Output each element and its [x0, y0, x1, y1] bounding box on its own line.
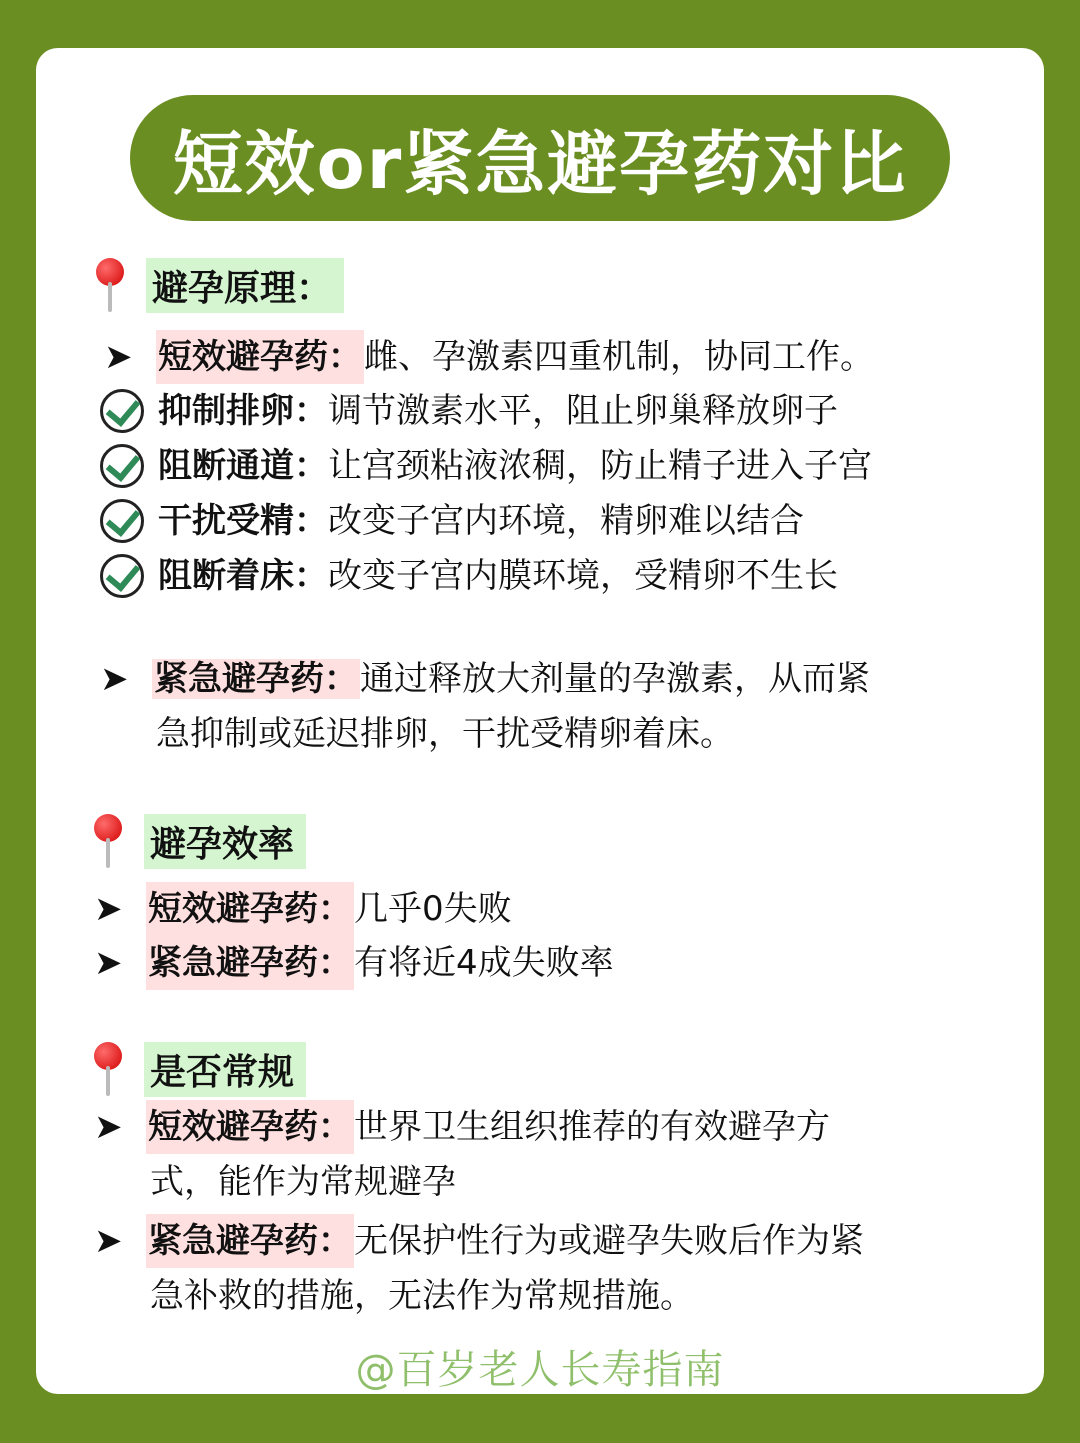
- arrow-right-icon: ➤: [104, 337, 133, 377]
- description-line-1: 世界卫生组织推荐的有效避孕方: [354, 1107, 830, 1147]
- mechanism-item: [100, 384, 838, 438]
- description: 几乎0失败: [354, 889, 512, 929]
- pushpin-icon: [90, 1042, 128, 1096]
- mechanism-item: [100, 439, 872, 493]
- term-label: 阻断通道：: [158, 446, 328, 486]
- description-line-2: 式，能作为常规避孕: [150, 1162, 456, 1202]
- check-mark-icon: [100, 444, 144, 488]
- efficiency-short-row: [94, 882, 512, 936]
- term-label: 短效避孕药：: [156, 330, 364, 384]
- check-mark-icon: [100, 554, 144, 598]
- section-routine-header: [90, 1042, 306, 1096]
- term-label: 紧急避孕药：: [154, 659, 358, 699]
- page-title: 短效or紧急避孕药对比: [130, 95, 950, 221]
- routine-short-row: [94, 1100, 830, 1154]
- section-principle-title: 避孕原理：: [146, 258, 344, 313]
- arrow-right-icon: ➤: [100, 659, 129, 699]
- description: 改变子宫内环境，精卵难以结合: [328, 501, 804, 541]
- footer-watermark: @百岁老人长寿指南: [355, 1347, 725, 1393]
- check-mark-icon: [100, 499, 144, 543]
- principle-emergency-cont: [156, 707, 734, 761]
- routine-short-cont: [150, 1155, 456, 1209]
- term-label: 短效避孕药：: [146, 1100, 354, 1154]
- efficiency-emergency-row: [94, 936, 614, 990]
- term-label: 紧急避孕药：: [146, 936, 354, 990]
- term-label: 抑制排卵：: [158, 391, 328, 431]
- mechanism-item: [100, 494, 804, 548]
- pushpin-icon: [90, 814, 128, 868]
- section-efficiency-header: [90, 814, 306, 868]
- principle-emergency-text: [152, 652, 870, 706]
- description: 让宫颈粘液浓稠，防止精子进入子宫: [328, 446, 872, 486]
- term-label: 短效避孕药：: [146, 882, 354, 936]
- arrow-right-icon: ➤: [94, 1221, 123, 1261]
- principle-emergency-row: [100, 652, 980, 706]
- description-line-2: 急抑制或延迟排卵，干扰受精卵着床。: [156, 714, 734, 754]
- description-line-2: 急补救的措施，无法作为常规措施。: [150, 1276, 694, 1316]
- principle-short-row: [104, 330, 874, 384]
- section-routine-title: 是否常规: [144, 1042, 306, 1097]
- routine-emergency-cont: [150, 1269, 694, 1323]
- mechanism-item: [100, 549, 838, 603]
- description: 雌、孕激素四重机制，协同工作。: [364, 337, 874, 377]
- section-principle-header: [92, 258, 344, 312]
- check-mark-icon: [100, 389, 144, 433]
- routine-emergency-row: [94, 1214, 864, 1268]
- term-label: 阻断着床：: [158, 556, 328, 596]
- pushpin-icon: [92, 258, 130, 312]
- arrow-right-icon: ➤: [94, 1107, 123, 1147]
- section-efficiency-title: 避孕效率: [144, 814, 306, 869]
- description: 有将近4成失败率: [354, 943, 614, 983]
- description: 改变子宫内膜环境，受精卵不生长: [328, 556, 838, 596]
- term-label: 紧急避孕药：: [146, 1214, 354, 1268]
- description: 调节激素水平，阻止卵巢释放卵子: [328, 391, 838, 431]
- arrow-right-icon: ➤: [94, 889, 123, 929]
- description-line-1: 无保护性行为或避孕失败后作为紧: [354, 1221, 864, 1261]
- arrow-right-icon: ➤: [94, 943, 123, 983]
- description-line-1: 通过释放大剂量的孕激素，从而紧: [360, 659, 870, 699]
- term-label: 干扰受精：: [158, 501, 328, 541]
